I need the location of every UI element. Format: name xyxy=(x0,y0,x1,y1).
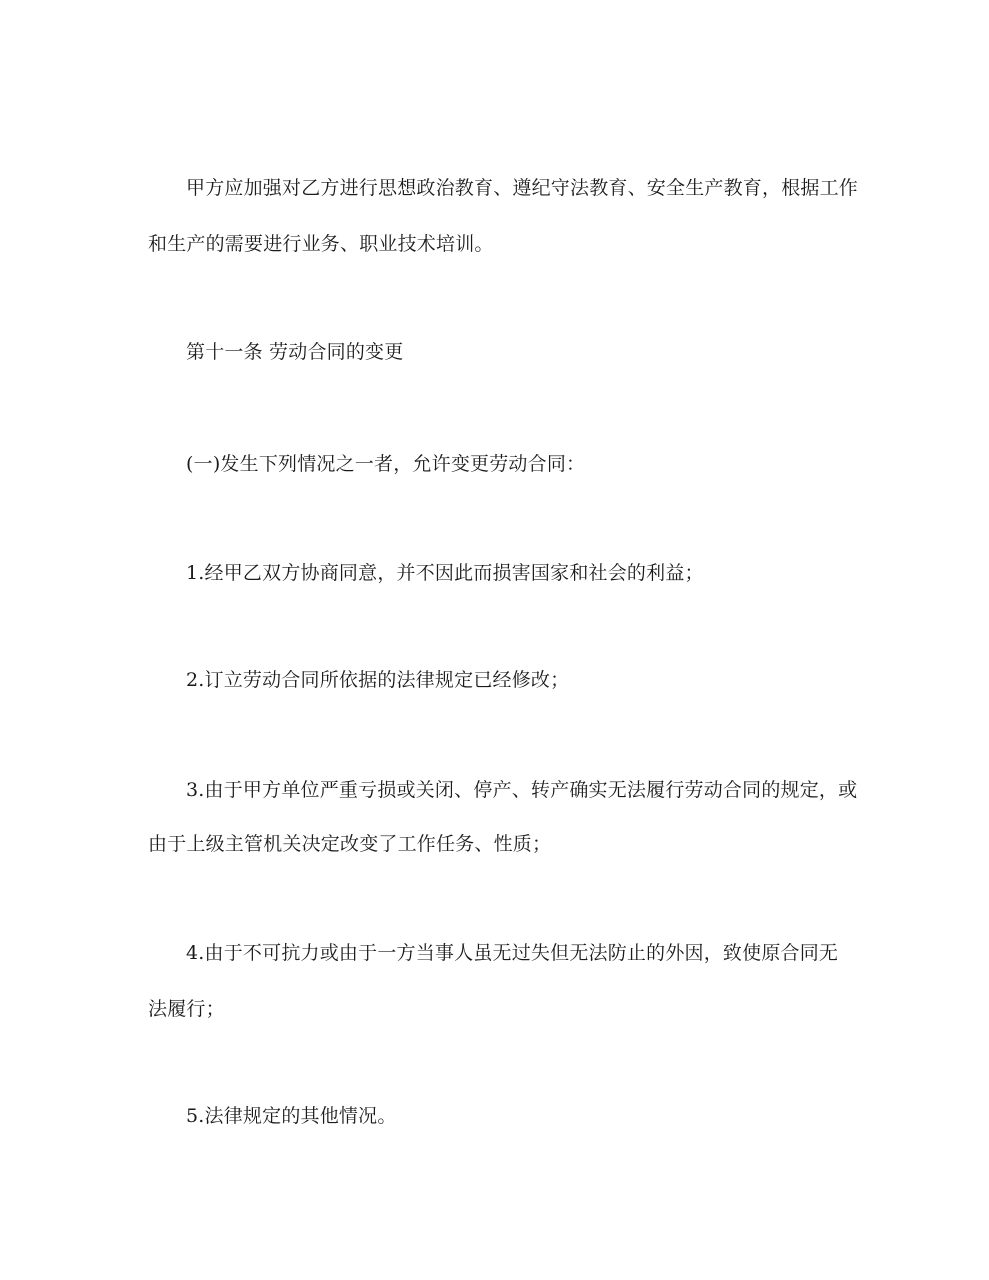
list-item-4-line-2: 法履行； xyxy=(148,998,225,1020)
list-item-3-line-2: 由于上级主管机关决定改变了工作任务、性质； xyxy=(148,833,552,855)
article-heading: 第十一条 劳动合同的变更 xyxy=(186,341,404,363)
list-item-4-line-1: 4.由于不可抗力或由于一方当事人虽无过失但无法防止的外因，致使原合同无 xyxy=(186,942,839,964)
paragraph-1-line-2: 和生产的需要进行业务、职业技术培训。 xyxy=(148,233,494,255)
list-item-2: 2.订立劳动合同所依据的法律规定已经修改； xyxy=(186,669,570,691)
list-item-3-line-1: 3.由于甲方单位严重亏损或关闭、停产、转产确实无法履行劳动合同的规定，或 xyxy=(186,779,858,801)
clause-intro: (一)发生下列情况之一者，允许变更劳动合同： xyxy=(186,453,586,475)
list-item-5: 5.法律规定的其他情况。 xyxy=(186,1105,397,1127)
paragraph-1-line-1: 甲方应加强对乙方进行思想政治教育、遵纪守法教育、安全生产教育，根据工作 xyxy=(186,177,859,199)
list-item-1: 1.经甲乙双方协商同意，并不因此而损害国家和社会的利益； xyxy=(186,562,704,584)
